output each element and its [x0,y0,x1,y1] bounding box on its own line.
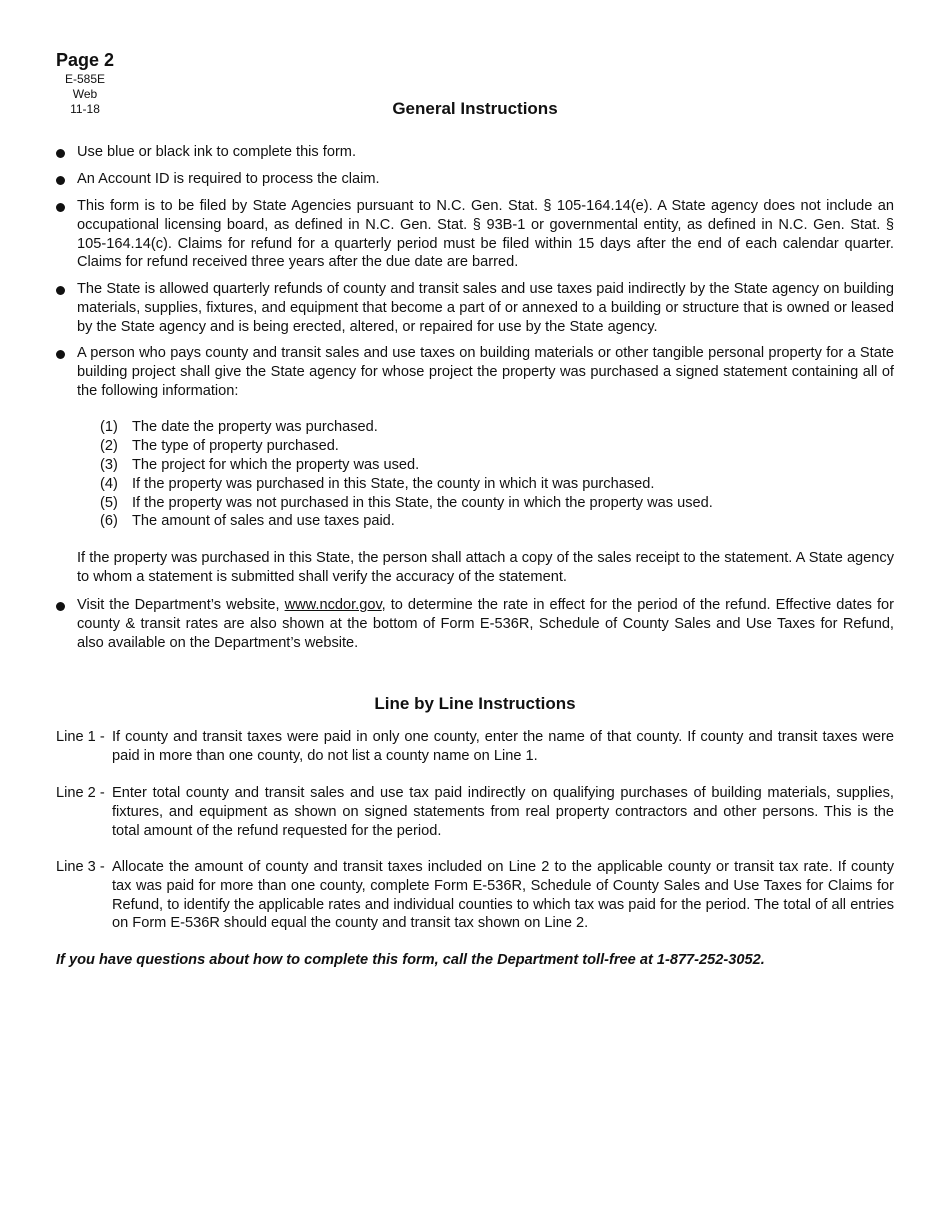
bullet-text: An Account ID is required to process the claim. [77,171,380,187]
bullet-dot-icon [56,149,65,158]
form-code-version: Web [72,87,98,101]
list-item [100,494,894,513]
bullet-text [77,596,894,652]
website-text-post: , to determine the rate in effect for the period of the refund. Effective dates for county & transit rates are also shown at the bottom of Form E-536R, Schedule of County Sales and Use Taxes for Refund, also available on the Department’s website. [77,597,894,651]
list-number: (3) [100,456,118,473]
page-number: Page 2 [56,50,115,70]
list-item [100,456,894,475]
bullet-item [56,197,894,272]
form-code-number: E-585E [64,72,106,86]
line-text: If county and transit taxes were paid in only one county, enter the name of that county. If county and transit taxes were paid in more than one county, do not list a county name on Line 1. [112,729,894,764]
list-text: If the property was purchased in this State, the county in which it was purchased. [132,475,655,492]
line-item [56,784,894,840]
info-list [100,418,894,531]
form-code-date: 11-18 [70,102,100,116]
bullet-dot-icon [56,350,65,359]
bullet-item [56,143,894,162]
list-number: (1) [100,419,118,436]
list-item [100,437,894,456]
bullet-text: Use blue or black ink to complete this form. [77,144,357,160]
bullet-text: The State is allowed quarterly refunds of county and transit sales and use taxes paid indirectly by the State agency on building materials, supplies, fixtures, and equipment that become a part of or annexed to a building or structure that is owned or leased by the State agency and is being erected, altered, or repaired for use by the State agency. [77,281,894,335]
line-label: Line 1 - [56,729,105,745]
bullet-dot-icon [56,286,65,295]
list-text: If the property was not purchased in this State, the county in which the property was used. [132,494,713,511]
list-number: (2) [100,438,118,455]
list-item [100,475,894,494]
bullet-dot-icon [56,602,65,611]
list-text: The date the property was purchased. [132,419,378,436]
bullet-text: This form is to be filed by State Agencies pursuant to N.C. Gen. Stat. § 105-164.14(e). A State agency does not include an occupational licensing board, as defined in N.C. Gen. Stat. § 93B-1 or governmental entity, as defined in N.C. Gen. Stat. § 105-164.14(c). Claims for refund for a quarterly period must be filed within 15 days after the end of each calendar quarter. Claims for refund received three years after the due date are barred. [77,198,894,271]
bullet-item [56,170,894,189]
list-text: The project for which the property was used. [132,456,420,473]
line-item [56,728,894,766]
bullet-item [56,596,894,652]
website-link[interactable]: www.ncdor.gov [284,597,382,613]
line-item [56,858,894,933]
bullet-item [56,344,894,587]
line-label: Line 2 - [56,785,105,801]
bullet-item [56,280,894,336]
bullet-text: A person who pays county and transit sales and use taxes on building materials or other tangible personal property for a State building project shall give the State agency for whose project the property was purchased a signed statement containing all of the following information: [77,345,894,399]
help-note: If you have questions about how to complete this form, call the Department toll-free at 1-877-252-3052. [56,952,765,968]
line-text: Allocate the amount of county and transit taxes included on Line 2 to the applicable county or transit tax rate. If county tax was paid for more than one county, complete Form E-536R, Schedule of County Sales and Use Taxes for Claims for Refund, to identify the applicable rates and individual counties to which tax was paid for the period. The total of all entries on Form E-536R should equal the county and transit tax shown on Line 2. [112,859,894,932]
list-item [100,418,894,437]
list-number: (6) [100,513,118,530]
website-text-pre: Visit the Department’s website, [77,597,285,613]
list-number: (4) [100,475,118,492]
list-text: The type of property purchased. [132,438,339,455]
bullet-dot-icon [56,176,65,185]
bullet-dot-icon [56,203,65,212]
statement-note: If the property was purchased in this State, the person shall attach a copy of the sales receipt to the statement. A State agency to whom a statement is submitted shall verify the accuracy of the statement. [77,550,894,585]
list-number: (5) [100,494,118,511]
general-instructions-title: General Instructions [392,99,558,118]
line-by-line-title: Line by Line Instructions [374,694,576,713]
list-item [100,512,894,531]
list-text: The amount of sales and use taxes paid. [132,513,395,530]
line-text: Enter total county and transit sales and use tax paid indirectly on qualifying purchases of building materials, supplies, fixtures, and equipment as shown on signed statements from real property contractors and other persons. This is the total amount of the refund requested for the period. [112,785,894,839]
line-label: Line 3 - [56,859,105,875]
